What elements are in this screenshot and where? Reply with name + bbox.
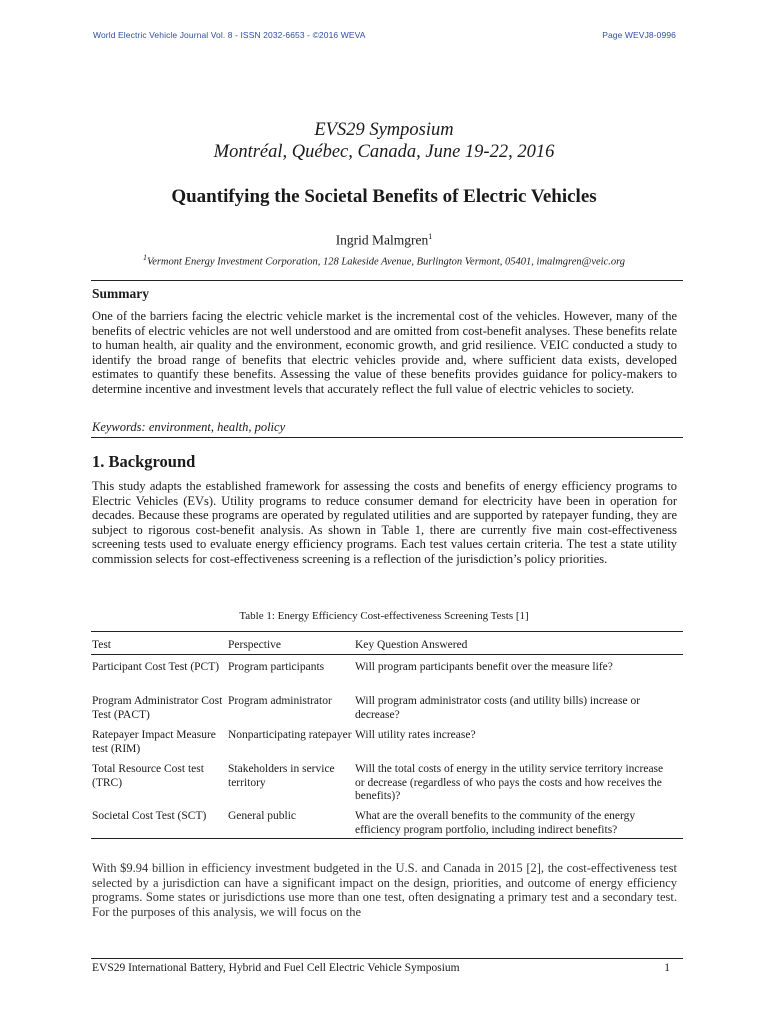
table-cell-test: Ratepayer Impact Measure test (RIM)	[92, 729, 216, 755]
running-header-journal: World Electric Vehicle Journal Vol. 8 - ISSN 2032-6653 - ©2016 WEVA	[93, 30, 366, 40]
page-number: 1	[664, 962, 670, 974]
conference-name: EVS29 Symposium	[314, 120, 454, 140]
author-superscript: 1	[428, 232, 433, 241]
table-cell-question: Will program participants benefit over the measure life?	[355, 661, 613, 673]
table-bottom-rule	[91, 838, 683, 839]
table-cell-question: Will program administrator costs (and utility bills) increase or decrease?	[355, 695, 641, 721]
table-cell-test: Participant Cost Test (PCT)	[92, 661, 220, 673]
table-cell-test: Total Resource Cost test (TRC)	[92, 763, 204, 789]
table-cell-question: Will the total costs of energy in the utility service territory increase or decrease (regardless of who pays the costs and how receives the benefits)?	[355, 763, 664, 803]
affiliation-line	[0, 253, 768, 268]
section-heading-background: 1. Background	[92, 452, 196, 471]
footer-rule	[91, 958, 683, 959]
divider	[91, 437, 683, 438]
footer-text: EVS29 International Battery, Hybrid and Fuel Cell Electric Vehicle Symposium	[92, 962, 460, 974]
table-header-rule	[91, 654, 683, 655]
table-caption: Table 1: Energy Efficiency Cost-effectiveness Screening Tests [1]	[239, 610, 529, 622]
table-cell-question: What are the overall benefits to the community of the energy efficiency program portfolio, including indirect benefits?	[355, 810, 636, 836]
table-cell-perspective: Program administrator	[228, 695, 332, 707]
affiliation-superscript: 1	[142, 253, 147, 262]
table-top-rule	[91, 631, 683, 632]
closing-paragraph: With $9.94 billion in efficiency investment budgeted in the U.S. and Canada in 2015 [2], the cost-effectiveness test selected by a jurisdiction can have a significant impact on the design, priorities, and outcome of energy efficiency programs. Some states or jurisdictions use more than one test, often designating a primary test and a secondary test. For the purposes of this analysis, we will focus on the	[92, 861, 677, 919]
keywords: Keywords: environment, health, policy	[92, 420, 286, 434]
background-text: This study adapts the established framework for assessing the costs and benefits of energy efficiency programs to Electric Vehicles (EVs). Utility programs to reduce consumer demand for electricity have been in operation for decades. Because these programs are operated by regulated utilities and are supported by ratepayer funding, they are subject to rigorous cost-benefit analysis. As shown in Table 1, there are currently five main cost-effectiveness screening tests used to evaluate energy efficiency programs. Each test values certain criteria. The test a state utility commission selects for cost-effectiveness screening is a reflection of the jurisdiction’s policy priorities.	[92, 479, 677, 566]
table-cell-perspective: Nonparticipating ratepayer	[228, 729, 352, 741]
table-header-cell: Key Question Answered	[355, 639, 468, 651]
author-name: Ingrid Malmgren	[335, 232, 429, 248]
table-cell-perspective: Stakeholders in service territory	[228, 763, 335, 789]
summary-text: One of the barriers facing the electric vehicle market is the incremental cost of the vehicles. However, many of the benefits of electric vehicles are not well understood and are omitted from cost-benefit analyses. These benefits relate to human health, air quality and the environment, economic growth, and grid resilience. VEIC conducted a study to identify the broad range of benefits that electric vehicles provide and, where sufficient data exists, developed estimates to quantify these benefits. Assessing the value of these benefits provides guidance for policy-makers to determine incentive and investment levels that accurately reflect the full value of electric vehicles to society.	[92, 309, 677, 396]
table-cell-perspective: Program participants	[228, 661, 325, 673]
table-cell-perspective: General public	[228, 810, 297, 822]
table-cell-test: Societal Cost Test (SCT)	[92, 810, 207, 822]
table-cell-question: Will utility rates increase?	[355, 729, 476, 741]
paper-title: Quantifying the Societal Benefits of Electric Vehicles	[171, 186, 597, 207]
divider	[91, 280, 683, 281]
affiliation-text: Vermont Energy Investment Corporation, 128 Lakeside Avenue, Burlington Vermont, 05401, imalmgren@veic.org	[146, 256, 626, 268]
conference-location: Montréal, Québec, Canada, June 19-22, 2016	[213, 142, 555, 162]
running-header-page-id: Page WEVJ8-0996	[602, 30, 676, 40]
author-line	[0, 232, 768, 249]
table-cell-test: Program Administrator Cost Test (PACT)	[92, 695, 223, 721]
table-header-cell: Test	[92, 639, 111, 651]
table-header-cell: Perspective	[228, 639, 282, 651]
summary-heading: Summary	[92, 286, 149, 301]
